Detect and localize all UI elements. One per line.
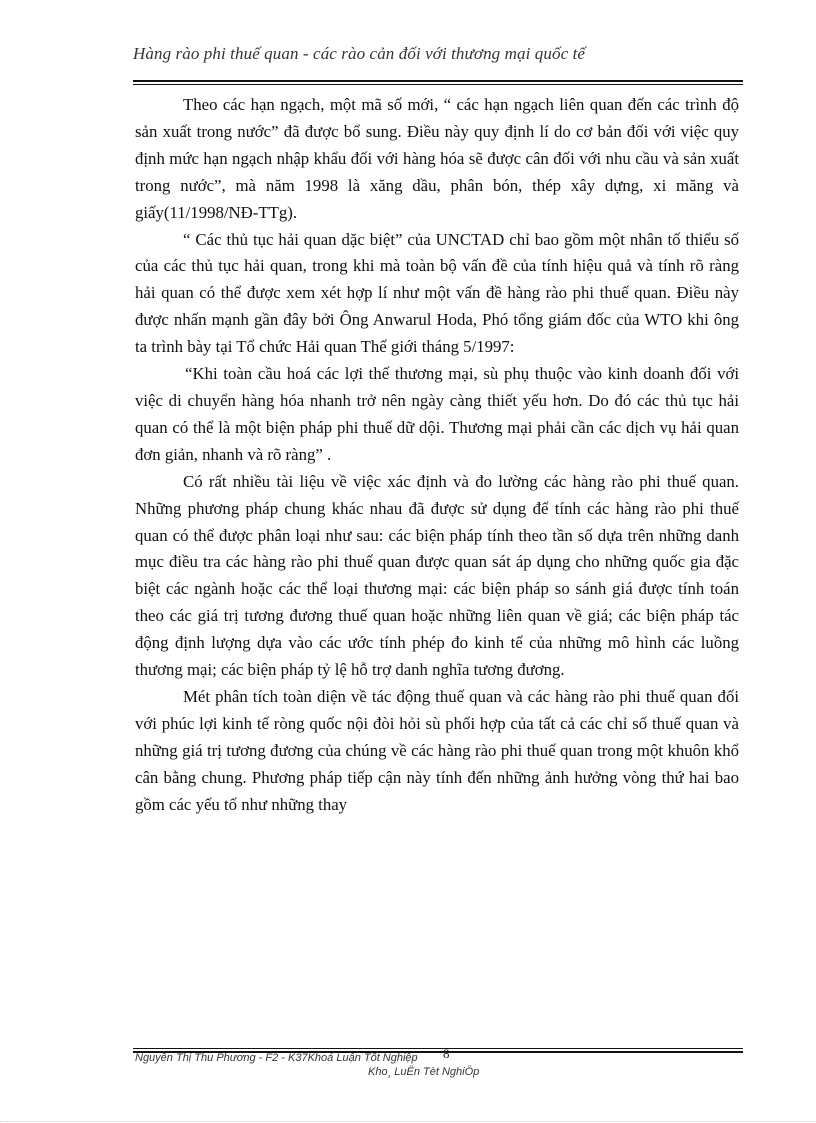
running-header: Hàng rào phi thuế quan - các rào cản đối với thương mại quốc tế	[133, 44, 586, 63]
footer-author: Nguyễn Thị Thu Phương - F2 - K37Khoá Luận Tốt Nghiệp	[135, 1052, 418, 1064]
footer-rule-thin	[133, 1048, 743, 1049]
paragraph-customs-procedures: “ Các thủ tục hải quan dặc biệt” của UNCTAD chỉ bao gồm một nhân tố thiểu số của các thủ tục hải quan, trong khi mà toàn bộ vấn đề của tính hiệu quả và tính rõ ràng hải quan có thể được xem xét hợp lí như một vấn đề hàng rào phi thuế quan. Điều này được nhấn mạnh gần đây bởi Ông Anwarul Hoda, Phó tổng giám đốc của WTO khi ông ta trình bày tại Tổ chức Hải quan Thế giới tháng 5/1997:	[135, 229, 739, 357]
header-rule-thin	[133, 84, 743, 85]
page-edge-divider	[0, 1121, 816, 1122]
document-body	[135, 92, 739, 818]
paragraph-analysis: Mét phân tích toàn diện về tác động thuế quan và các hàng rào phi thuế quan đối với phúc lợi kinh tế ròng quốc nội đòi hỏi sù phối hợp của tất cả các chỉ số thuế quan và những giá trị tương đương của chúng về các hàng rào phi thuế quan trong một khuôn khổ cân bằng chung. Phương pháp tiếp cận này tính đến những ảnh hưởng vòng thứ hai bao gồm các yếu tố như những thay	[135, 686, 739, 814]
paragraph-quotas: Theo các hạn ngạch, một mã số mới, “ các hạn ngạch liên quan đến các trình độ sản xuất trong nước” đã được bổ sung. Điều này quy định lí do cơ bản đối với việc quy định mức hạn ngạch nhập khẩu đối với hàng hóa sẽ được cân đối với nhu cầu và sản xuất trong nước”, mà năm 1998 là xăng dầu, phân bón, thép xây dựng, xi măng và giấy(11/1998/NĐ-TTg).	[135, 95, 739, 222]
paragraph-measurement-methods: Có rất nhiều tài liệu về việc xác định và đo lường các hàng rào phi thuế quan. Những phương pháp chung khác nhau đã được sử dụng để tính các hàng rào phi thuế quan có thể được phân loại như sau: các biện pháp tính theo tần số dựa trên những danh mục điều tra các hàng rào phi thuế quan được quan sát áp dụng cho những quốc gia đặc biệt các ngành hoặc các thể loại thương mại: các biện pháp so sánh giá được tính toán theo các giá trị tương đương thuế quan hoặc những liên quan về giá; các biện pháp tác động định lượng dựa vào các ước tính phép đo kinh tế của những mô hình các luồng thương mại; các biện pháp tỷ lệ hỗ trợ danh nghĩa tương đương.	[135, 471, 739, 680]
paragraph-quotation: “Khi toàn cầu hoá các lợi thế thương mại, sù phụ thuộc vào kinh doanh đối với việc di chuyển hàng hóa nhanh trở nên ngày càng thiết yếu hơn. Do đó các thủ tục hải quan có thể là một biện pháp phi thuế dữ dội. Thương mại phải cần các dịch vụ hải quan đơn giản, nhanh và rõ ràng” .	[135, 364, 739, 464]
page-number: 8	[443, 1046, 450, 1061]
header-rule-thick	[133, 80, 743, 82]
footer-subtitle: Kho¸ LuËn Tèt NghiÖp	[368, 1066, 480, 1078]
